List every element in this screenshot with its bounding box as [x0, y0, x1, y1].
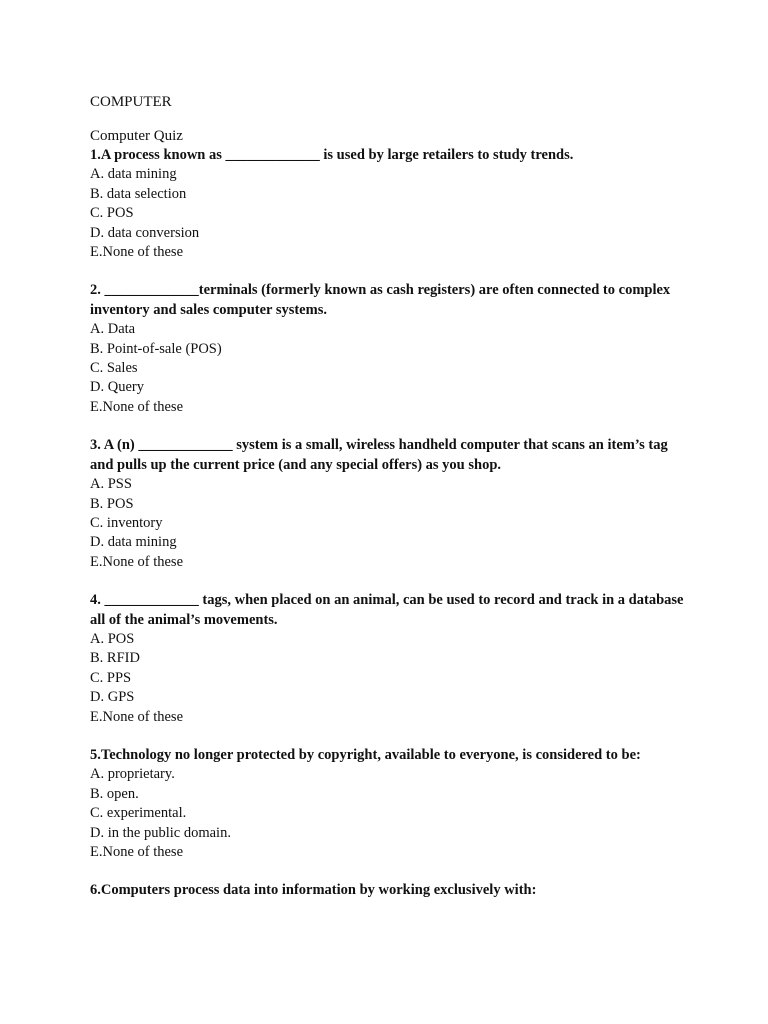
question-block [90, 881, 690, 900]
answer-option: D. Query [90, 379, 144, 396]
answer-option: E.None of these [90, 398, 184, 415]
answer-option: A. PSS [90, 476, 132, 493]
answer-options [90, 475, 690, 572]
answer-option: C. inventory [90, 514, 163, 531]
question-text: 5.Technology no longer protected by copyright, available to everyone, is considered to be: [90, 746, 641, 763]
document-title: COMPUTER [90, 94, 172, 110]
answer-options [90, 630, 690, 727]
question-list [90, 146, 690, 901]
question-text: 1.A process known as _____________ is used by large retailers to study trends. [90, 147, 574, 163]
question-block [90, 436, 690, 572]
answer-option: E.None of these [90, 708, 184, 725]
answer-option: C. experimental. [90, 805, 187, 822]
question-block [90, 591, 690, 727]
answer-option: C. POS [90, 205, 134, 222]
answer-option: B. POS [90, 495, 134, 512]
answer-option: A. data mining [90, 166, 177, 183]
answer-option: E.None of these [90, 844, 184, 860]
question-text: 4. _____________ tags, when placed on an animal, can be used to record and track in a database all of the animal’s movements. [90, 592, 684, 628]
answer-options [90, 165, 690, 262]
answer-option: B. open. [90, 785, 139, 802]
answer-option: D. in the public domain. [90, 824, 231, 841]
answer-option: A. Data [90, 321, 136, 338]
answer-option: B. RFID [90, 650, 140, 667]
question-text: 6.Computers process data into information by working exclusively with: [90, 882, 537, 899]
answer-option: C. PPS [90, 669, 132, 686]
answer-option: A. proprietary. [90, 766, 175, 783]
quiz-heading: Computer Quiz [90, 128, 183, 144]
answer-option: D. GPS [90, 689, 135, 706]
answer-option: C. Sales [90, 360, 138, 377]
answer-option: D. data conversion [90, 224, 200, 241]
answer-option: B. data selection [90, 185, 187, 202]
answer-option: B. Point-of-sale (POS) [90, 340, 222, 357]
question-block [90, 746, 690, 862]
answer-options [90, 320, 690, 417]
answer-options [90, 765, 690, 862]
document-page [90, 92, 690, 920]
question-block [90, 146, 690, 262]
answer-option: E.None of these [90, 244, 184, 261]
answer-option: A. POS [90, 630, 135, 647]
question-block [90, 281, 690, 417]
answer-option: E.None of these [90, 553, 184, 570]
question-text: 3. A (n) _____________ system is a small, wireless handheld computer that scans an item’s tag and pulls up the current price (and any special offers) as you shop. [90, 437, 668, 473]
question-text: 2. _____________terminals (formerly known as cash registers) are often connected to complex inventory and sales computer systems. [90, 282, 671, 318]
answer-option: D. data mining [90, 534, 177, 551]
